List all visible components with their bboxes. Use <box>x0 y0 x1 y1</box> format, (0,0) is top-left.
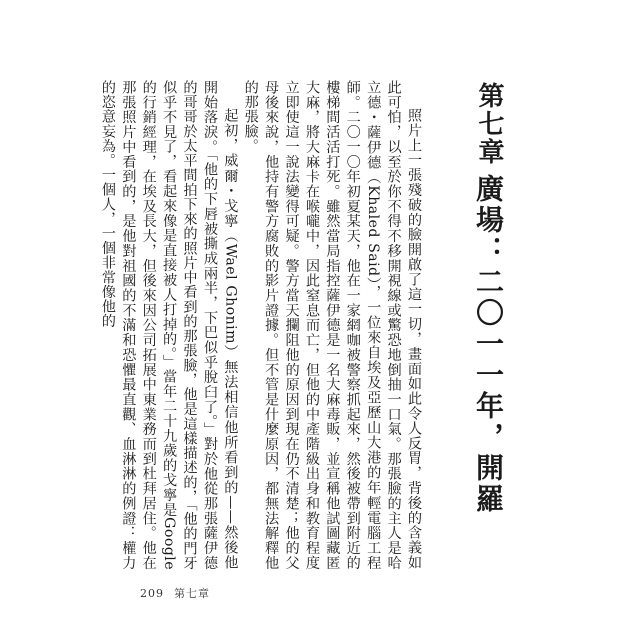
running-head: 第七章 <box>174 587 210 600</box>
chapter-heading <box>472 82 504 515</box>
paragraph-1: 照片上一張殘破的臉開啟了這一切，畫面如此令人反胃，背後的含義如此可怕，以至於你不得不移開視線或驚恐地倒抽一口氣。那張臉的主人是哈立德・薩伊德（Khaled Said），一位來自埃及亞歷山大港的年輕電腦工程師。二〇一〇年初夏某天，他在一家網咖被警察抓起來，然後被帶到附近的樓梯間活活打死。雖然當局指控薩伊德是一名大麻毒販，並宣稱他試圖藏匿大麻，將大麻卡在喉嚨中，因此窒息而亡，但他的中產階級出身和教育程度立即使這一說法變得可疑。警方當天攔阻他的原因到現在仍不清楚；他的父母後來說，他持有警方腐敗的影片證據。但不管是什麼原因，都無法解釋他的那張臉。 <box>242 80 422 570</box>
chapter-label: 第七章 <box>474 82 504 166</box>
paragraph-2: 起初，威爾・戈寧（Wael Ghonim）無法相信他所看到的——然後他開始落淚。「他的下唇被撕成兩半，下巴似乎脫臼了。」對於他從那張薩伊德的哥哥於太平間拍下來的照片中看到的那張臉，他是這樣描述的，「他的門牙似乎不見了，看起來像是直接被人打掉的。」當年二十九歲的戈寧是Google的行銷經理，在埃及長大，但後來因公司拓展中東業務而到杜拜居住。他在那張照片中看到的，是他對祖國的不滿和恐懼最直觀、血淋淋的例證：權力的恣意妄為。一個人，一個非常像他的 <box>99 80 239 570</box>
chapter-title: 廣場：二〇一一年，開羅 <box>472 174 505 515</box>
body-text <box>98 80 425 570</box>
page-footer <box>140 585 220 601</box>
page-number: 209 <box>140 587 164 600</box>
